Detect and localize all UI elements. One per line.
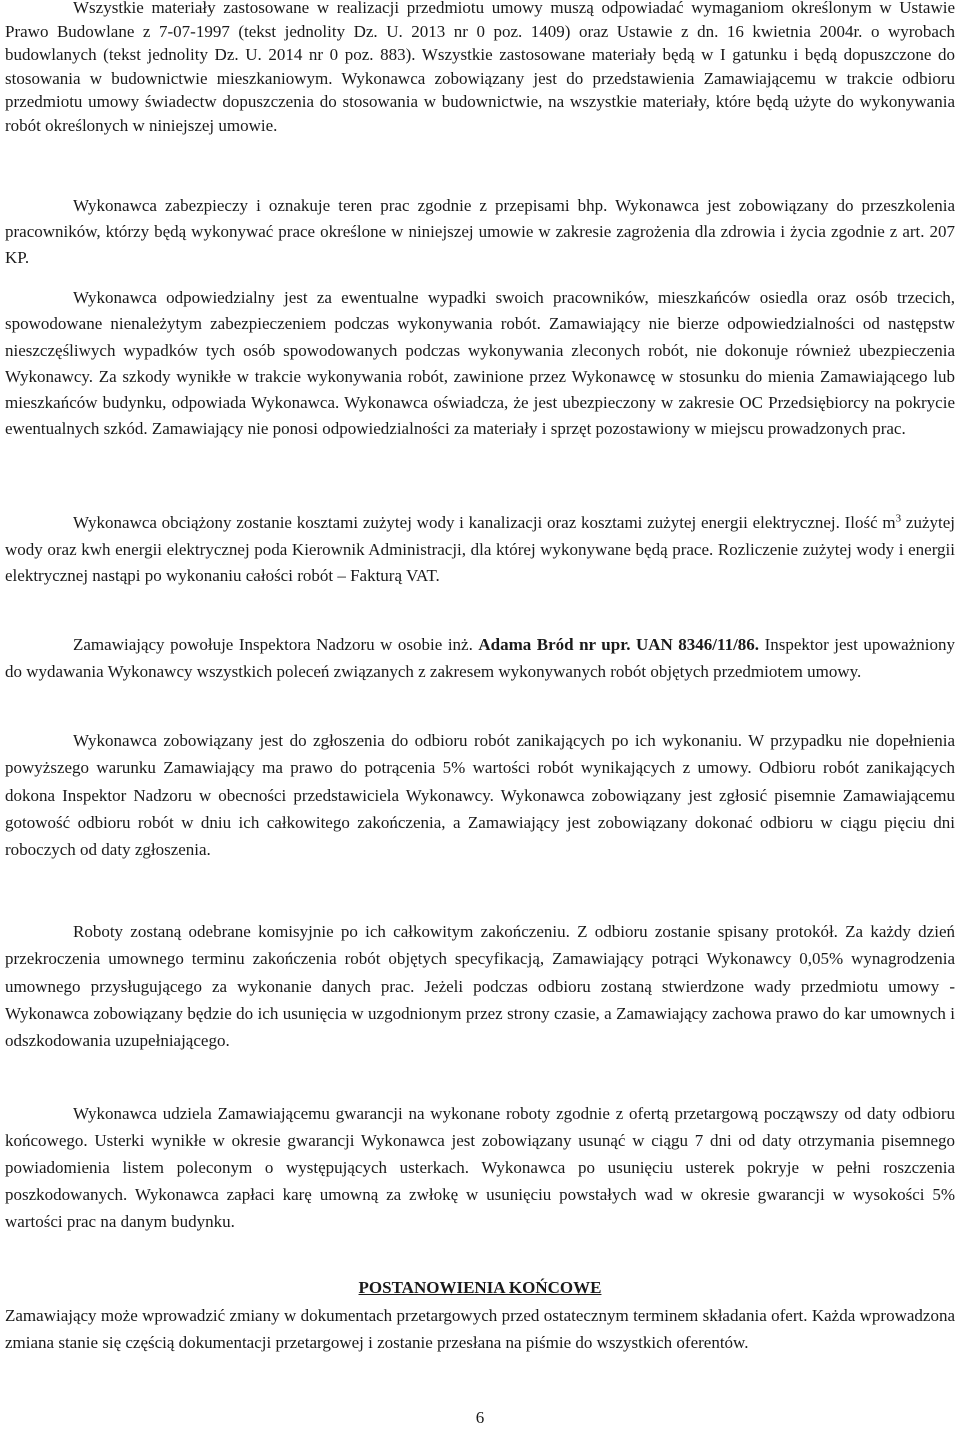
paragraph-liability	[5, 285, 955, 443]
paragraph-utilities-text-2: zużytej wody oraz kwh energii elektrycznej poda Kierownik Administracji, dla której wykonywane będą prace. Rozliczenie zużytej wody i energii elektrycznej nastąpi po wykonaniu całości robót – Fakturą VAT.	[5, 513, 955, 585]
paragraph-final-provisions-text: Zamawiający może wprowadzić zmiany w dokumentach przetargowych przed ostatecznym terminem składania ofert. Każda wprowadzona zmiana stanie się częścią dokumentacji przetargowej i zostanie przesłana na piśmie do wszystkich oferentów.	[5, 1306, 955, 1352]
paragraph-utilities-text-1: Wykonawca obciążony zostanie kosztami zużytej wody i kanalizacji oraz kosztami zużytej energii elektrycznej. Ilość m	[73, 513, 896, 532]
paragraph-bhp	[5, 193, 955, 271]
paragraph-materials	[5, 0, 955, 137]
paragraph-final-provisions	[5, 1302, 955, 1356]
paragraph-warranty-text: Wykonawca udziela Zamawiającemu gwarancji na wykonane roboty zgodnie z ofertą przetargową począwszy od daty odbioru końcowego. Usterki wynikłe w okresie gwarancji Wykonawca jest zobowiązany usunąć w ciągu 7 dni od daty otrzymania pisemnego powiadomienia listem poleconym o występujących usterkach. Wykonawca po usunięciu usterek pokryje w pełni roszczenia poszkodowanych. Wykonawca zapłaci karę umowną za zwłokę w usunięciu powstałych wad w okresie gwarancji w wysokości 5% wartości prac na danym budynku.	[5, 1104, 955, 1231]
paragraph-hidden-works	[5, 727, 955, 863]
page-number: 6	[475, 1408, 485, 1427]
paragraph-liability-text: Wykonawca odpowiedzialny jest za ewentualne wypadki swoich pracowników, mieszkańców osiedla oraz osób trzecich, spowodowane nienależytym zabezpieczeniem podczas wykonywania robót. Zamawiający nie bierze odpowiedzialności od następstw nieszczęśliwych wypadków tych osób spowodowanych podczas wykonywania zleconych robót, nie dokonuje również ubezpieczenia Wykonawcy. Za szkody wynikłe w trakcie wykonywania robót, zawinione przez Wykonawcę w stosunku do mienia Zamawiającego lub mieszkańców budynku, odpowiada Wykonawca. Wykonawca oświadcza, że jest ubezpieczony w zakresie OC Przedsiębiorcy na pokrycie ewentualnych szkód. Zamawiający nie ponosi odpowiedzialności za materiały i sprzęt pozostawiony w miejscu prowadzonych prac.	[5, 288, 955, 439]
paragraph-acceptance-text: Roboty zostaną odebrane komisyjnie po ich całkowitym zakończeniu. Z odbioru zostanie spisany protokół. Za każdy dzień przekroczenia umownego terminu zakończenia robót objętych specyfikacją, Zamawiający potrąci Wykonawcy 0,05% wynagrodzenia umownego przysługującego za wykonanie danych prac. Jeżeli podczas odbioru zostaną stwierdzone wady przedmiotu umowy - Wykonawca zobowiązany będzie do ich usunięcia w uzgodnionym przez strony czasie, a Zamawiający zachowa prawo do kar umownych i odszkodowania uzupełniającego.	[5, 922, 955, 1051]
paragraph-utilities	[5, 510, 955, 590]
paragraph-bhp-text: Wykonawca zabezpieczy i oznakuje teren prac zgodnie z przepisami bhp. Wykonawca jest zobowiązany do przeszkolenia pracowników, którzy będą wykonywać prace określone w niniejszej umowie w zakresie zagrożenia dla zdrowia i życia zgodnie z art. 207 KP.	[5, 196, 955, 267]
paragraph-materials-text: Wszystkie materiały zastosowane w realizacji przedmiotu umowy muszą odpowiadać wymaganiom określonym w Ustawie Prawo Budowlane z 7-07-1997 (tekst jednolity Dz. U. 2013 nr 0 poz. 1409) oraz Ustawie z dn. 16 kwietnia 2004r. o wyrobach budowlanych (tekst jednolity Dz. U. 2014 nr 0 poz. 883). Wszystkie zastosowane materiały będą w I gatunku i będą dopuszczone do stosowania w budownictwie mieszkaniowym. Wykonawca zobowiązany jest do przedstawienia Zamawiającemu w trakcie odbioru przedmiotu umowy świadectw dopuszczenia do stosowania w budownictwie, na wszystkie materiały, które będą użyte do wykonywania robót określonych w niniejszej umowie.	[5, 0, 955, 135]
paragraph-inspector	[5, 632, 955, 685]
inspector-name-bold: Adama Bród nr upr. UAN 8346/11/86.	[478, 635, 760, 654]
superscript-3: 3	[895, 512, 902, 525]
paragraph-inspector-text-2: Inspektor jest upoważniony do wydawania Wykonawcy wszystkich poleceń związanych z zakresem wykonywanych robót objętych przedmiotem umowy.	[5, 635, 955, 681]
paragraph-hidden-works-text: Wykonawca zobowiązany jest do zgłoszenia do odbioru robót zanikających po ich wykonaniu. W przypadku nie dopełnienia powyższego warunku Zamawiający ma prawo do potrącenia 5% wartości robót wynikających z umowy. Odbioru robót zanikających dokona Inspektor Nadzoru w obecności przedstawiciela Wykonawcy. Wykonawca zobowiązany jest zgłosić pisemnie Zamawiającemu gotowość odbioru robót w dniu ich całkowitego zakończenia, a Zamawiający jest zobowiązany dokonać odbioru w ciągu pięciu dni roboczych od daty zgłoszenia.	[5, 731, 955, 860]
paragraph-inspector-text-1: Zamawiający powołuje Inspektora Nadzoru w osobie inż.	[73, 635, 479, 654]
paragraph-acceptance	[5, 918, 955, 1054]
section-heading: POSTANOWIENIA KOŃCOWE	[358, 1278, 602, 1297]
paragraph-warranty	[5, 1100, 955, 1235]
